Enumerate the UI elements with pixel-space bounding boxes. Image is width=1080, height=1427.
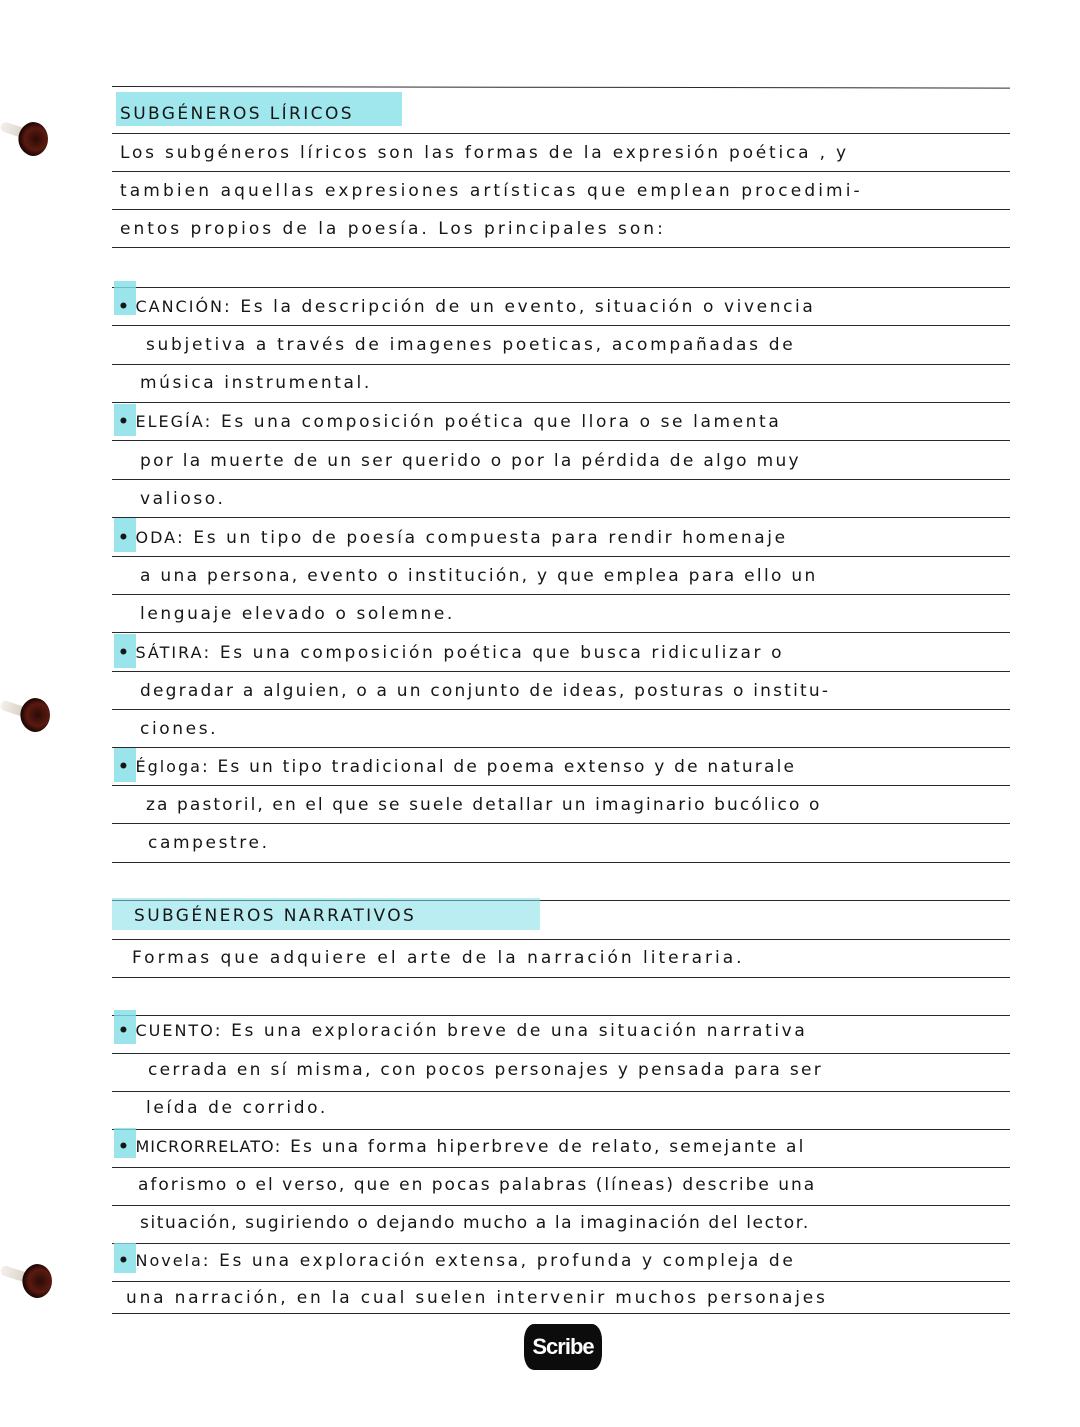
intro-line: Los subgéneros líricos son las formas de la expresión poética , y <box>120 143 849 163</box>
rule-line <box>112 556 1010 557</box>
definition-text: : Es una composición poética que busca ridiculizar o <box>203 643 785 663</box>
bullet-icon: • <box>118 297 132 317</box>
definition-text: : Es la descripción de un evento, situación o vivencia <box>224 297 816 317</box>
rule-line <box>112 671 1010 672</box>
rule-line <box>112 594 1010 595</box>
list-item-satira <box>118 635 784 671</box>
rule-line <box>112 287 1010 288</box>
list-item-cuento <box>118 1013 807 1049</box>
rule-line <box>112 517 1010 518</box>
definition-text: : Es una exploración breve de una situación narrativa <box>214 1021 808 1041</box>
binder-ring-icon <box>20 698 50 732</box>
list-item-egloga <box>118 749 796 785</box>
definition-line: por la muerte de un ser querido o por la pérdida de algo muy <box>140 451 801 471</box>
rule-line <box>112 440 1010 441</box>
intro-line: entos propios de la poesía. Los principales son: <box>120 219 666 239</box>
bullet-icon: • <box>118 757 132 777</box>
definition-text: : Es una composición poética que llora o se lamenta <box>204 412 782 432</box>
intro-line: Formas que adquiere el arte de la narración literaria. <box>132 948 745 968</box>
rule-line <box>112 977 1010 978</box>
term-label: CANCIÓN <box>135 297 225 316</box>
binder-ring-icon <box>22 1264 52 1298</box>
scribe-logo: Scribe <box>524 1324 602 1370</box>
intro-line: tambien aquellas expresiones artísticas que emplean procedimi- <box>120 181 863 201</box>
rule-line <box>112 247 1010 248</box>
rule-line <box>112 86 1010 89</box>
rule-line <box>112 479 1010 480</box>
term-label: Novela <box>135 1251 203 1270</box>
definition-line: situación, sugiriendo o dejando mucho a la imaginación del lector. <box>140 1213 810 1233</box>
list-item-novela <box>118 1243 795 1279</box>
term-label: CUENTO <box>135 1021 215 1040</box>
definition-line: degradar a alguien, o a un conjunto de ideas, posturas o institu- <box>140 681 831 701</box>
term-label: SÁTIRA <box>135 643 204 662</box>
section-heading: SUBGÉNEROS LÍRICOS <box>120 104 354 124</box>
list-item-cancion <box>118 289 815 325</box>
term-label: MICRORRELATO <box>135 1137 275 1156</box>
rule-line <box>112 133 1010 134</box>
bullet-icon: • <box>118 528 132 548</box>
definition-line: cerrada en sí misma, con pocos personajes y pensada para ser <box>148 1060 824 1080</box>
rule-line <box>112 862 1010 863</box>
definition-line: lenguaje elevado o solemne. <box>140 604 455 624</box>
definition-line: valioso. <box>140 489 226 509</box>
rule-line <box>112 402 1010 403</box>
definition-line: ciones. <box>140 719 219 739</box>
definition-text: : Es una forma hiperbreve de relato, semejante al <box>274 1137 806 1157</box>
rule-line <box>112 632 1010 633</box>
rule-line <box>112 209 1010 210</box>
definition-line: campestre. <box>148 833 270 853</box>
list-item-microrrelato <box>118 1129 806 1165</box>
term-label: Égloga <box>135 757 202 776</box>
definition-text: : Es un tipo tradicional de poema extenso y de naturale <box>201 757 797 777</box>
definition-line: subjetiva a través de imagenes poeticas, acompañadas de <box>146 335 796 355</box>
definition-line: aforismo o el verso, que en pocas palabras (líneas) describe una <box>138 1175 817 1195</box>
term-label: ODA <box>135 528 178 547</box>
bullet-icon: • <box>118 412 132 432</box>
definition-text: : Es una exploración extensa, profunda y compleja de <box>202 1251 796 1271</box>
definition-line: za pastoril, en el que se suele detallar un imaginario bucólico o <box>146 795 822 815</box>
definition-line: una narración, en la cual suelen intervenir muchos personajes <box>126 1288 828 1308</box>
bullet-icon: • <box>118 643 132 663</box>
binder-ring-icon <box>18 122 48 156</box>
term-label: ELEGÍA <box>135 412 205 431</box>
rule-line <box>112 709 1010 710</box>
section-heading: SUBGÉNEROS NARRATIVOS <box>134 906 417 926</box>
bullet-icon: • <box>118 1251 132 1271</box>
rule-line <box>112 747 1010 748</box>
list-item-elegia <box>118 404 781 440</box>
definition-text: : Es un tipo de poesía compuesta para rendir homenaje <box>177 528 788 548</box>
list-item-oda <box>118 520 788 556</box>
rule-line <box>112 823 1010 824</box>
definition-line: leída de corrido. <box>146 1098 328 1118</box>
definition-line: música instrumental. <box>140 373 372 393</box>
rule-line <box>112 171 1010 172</box>
rule-line <box>112 785 1010 786</box>
bullet-icon: • <box>118 1137 132 1157</box>
bullet-icon: • <box>118 1021 132 1041</box>
definition-line: a una persona, evento o institución, y que emplea para ello un <box>140 566 818 586</box>
rule-line <box>112 325 1010 326</box>
